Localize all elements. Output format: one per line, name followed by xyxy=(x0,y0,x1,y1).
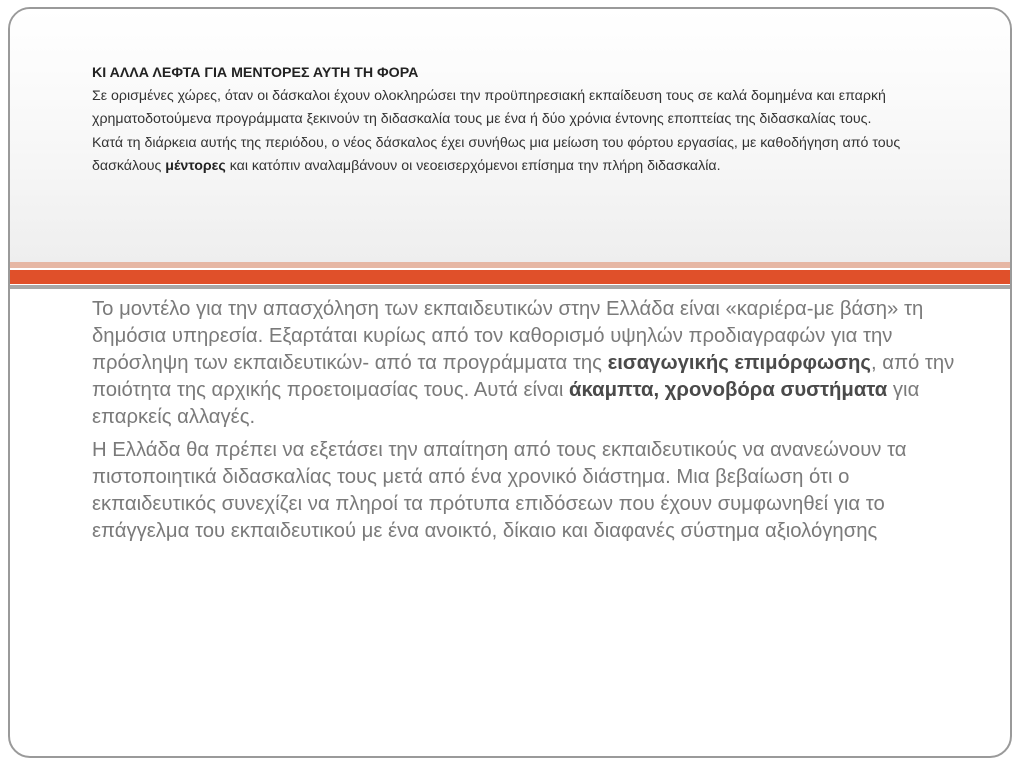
body-paragraph-1-part-1: Το μοντέλο για την απασχόληση των εκπαιδευτικών στην Ελλάδα είναι «καριέρα-με βάση» τη δημόσια υπηρεσία. Εξαρτάται κυρίως από τον καθορισμό υψηλών προδιαγραφών για την πρόσληψη των εκπαιδευτικών- από τα προγράμματα της xyxy=(92,298,924,374)
body-paragraph-1-part-2: , από την ποιότητα της αρχικής προετοιμασίας τους. Αυτά είναι xyxy=(92,352,955,401)
body-paragraph-2: Η Ελλάδα θα πρέπει να εξετάσει την απαίτηση από τους εκπαιδευτικούς να ανανεώνουν τα πιστοποιητικά διδασκαλίας τους μετά από ένα χρονικό διάστημα. Μια βεβαίωση ότι ο εκπαιδευτικός συνεχίζει να πληροί τα πρότυπα επιδόσεων που έχουν συμφωνηθεί για το επάγγελμα του εκπαιδευτικού με ένα ανοικτό, δίκαιο και διαφανές σύστημα αξιολόγησης xyxy=(92,439,907,542)
slide xyxy=(8,7,1012,758)
decorative-band-gray xyxy=(10,285,1010,289)
title-paragraph-2-bold: μέντορες xyxy=(165,157,226,174)
slide-heading: ΚΙ ΑΛΛΑ ΛΕΦΤΑ ΓΙΑ ΜΕΝΤΟΡΕΣ ΑΥΤΗ ΤΗ ΦΟΡΑ xyxy=(92,65,419,81)
title-paragraph-2 xyxy=(92,132,972,178)
title-block xyxy=(92,62,972,178)
body-paragraph-1 xyxy=(92,296,962,431)
body-content xyxy=(92,296,962,551)
title-paragraph-1: Σε ορισμένες χώρες, όταν οι δάσκαλοι έχουν ολοκληρώσει την προϋπηρεσιακή εκπαίδευση τους σε καλά δομημένα και επαρκή χρηματοδοτούμενα προγράμματα ξεκινούν τη διδασκαλία τους με ένα ή δύο χρόνια έντονης εποπτείας της διδασκαλίας τους. xyxy=(92,88,886,128)
body-paragraph-1-bold-2: άκαμπτα, χρονοβόρα συστήματα xyxy=(569,379,888,401)
title-paragraph-2-text-after: και κατόπιν αναλαμβάνουν οι νεοεισερχόμενοι επίσημα την πλήρη διδασκαλία. xyxy=(225,157,721,174)
decorative-band-light xyxy=(10,262,1010,268)
title-area xyxy=(10,9,1010,264)
title-paragraph-2-text-before: Κατά τη διάρκεια αυτής της περιόδου, ο νέος δάσκαλος έχει συνήθως μια μείωση του φόρτου εργασίας, με καθοδήγηση από τους δασκάλους xyxy=(92,134,901,174)
decorative-band-accent xyxy=(10,270,1010,284)
body-paragraph-1-part-3: για επαρκείς αλλαγές. xyxy=(92,379,920,428)
body-paragraph-1-bold-1: εισαγωγικής επιμόρφωσης xyxy=(607,352,871,374)
